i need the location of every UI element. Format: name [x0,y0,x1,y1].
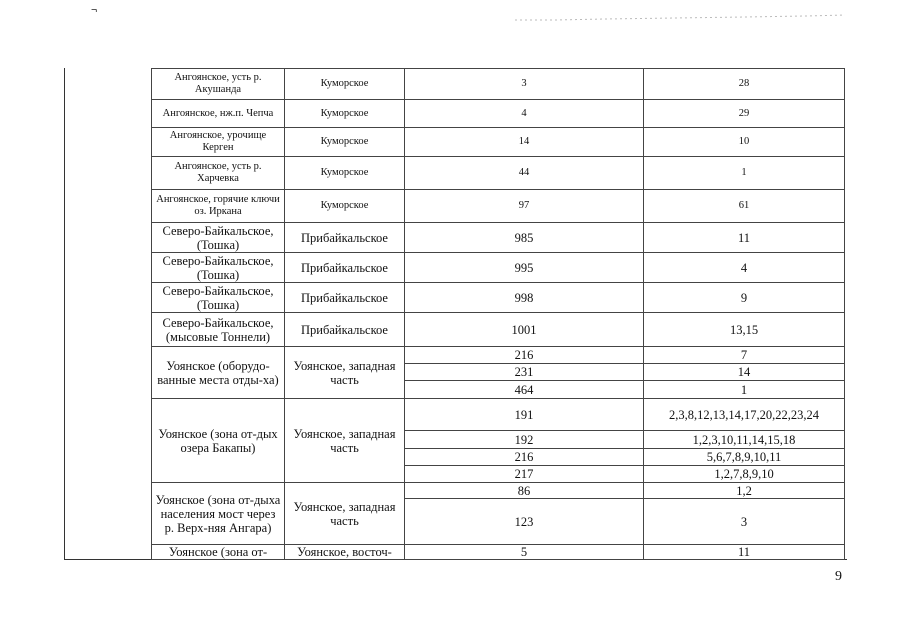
plots-cell: 1,2,7,8,9,10 [644,466,845,483]
plots-cell: 7 [644,347,845,364]
plots-cell: 1 [644,157,845,190]
table-row [152,223,845,253]
forestry-cell: Прибайкальское [285,283,405,313]
forestry-cell: Куморское [285,128,405,157]
location-cell: Ангоянское, нж.п. Чепча [152,100,285,128]
plots-cell: 9 [644,283,845,313]
location-cell: Уоянское (зона от- [152,545,285,560]
corner-mark: ¬ [91,4,98,16]
table-row [152,157,845,190]
plots-cell: 4 [644,253,845,283]
plots-cell: 1,2 [644,483,845,499]
location-cell: Уоянское (зона от-дых озера Бакапы) [152,399,285,483]
forestry-cell: Куморское [285,100,405,128]
plots-cell: 11 [644,545,845,560]
quarter-cell: 1001 [405,313,644,347]
forestry-cell: Прибайкальское [285,253,405,283]
data-table [151,68,845,560]
quarter-cell: 192 [405,431,644,449]
location-cell: Уоянское (зона от-дыха населения мост через р. Верх-няя Ангара) [152,483,285,545]
plots-cell: 3 [644,499,845,545]
quarter-cell: 985 [405,223,644,253]
forestry-cell: Куморское [285,69,405,100]
location-cell: Уоянское (оборудо-ванные места отды-ха) [152,347,285,399]
quarter-cell: 14 [405,128,644,157]
forestry-cell: Уоянское, восточ- [285,545,405,560]
quarter-cell: 217 [405,466,644,483]
plots-cell: 11 [644,223,845,253]
plots-cell: 10 [644,128,845,157]
quarter-cell: 464 [405,381,644,399]
location-cell: Ангоянское, горячие ключи оз. Иркана [152,190,285,223]
quarter-cell: 998 [405,283,644,313]
table-row [152,100,845,128]
plots-cell: 1,2,3,10,11,14,15,18 [644,431,845,449]
quarter-cell: 3 [405,69,644,100]
forestry-cell: Прибайкальское [285,223,405,253]
quarter-cell: 4 [405,100,644,128]
quarter-cell: 44 [405,157,644,190]
forestry-cell: Куморское [285,190,405,223]
table-row [152,545,845,560]
forestry-cell: Прибайкальское [285,313,405,347]
table-row [152,253,845,283]
quarter-cell: 216 [405,449,644,466]
plots-cell: 28 [644,69,845,100]
quarter-cell: 231 [405,364,644,381]
plots-cell: 1 [644,381,845,399]
table-row [152,399,845,431]
forestry-cell: Уоянское, западная часть [285,347,405,399]
forestry-cell: Уоянское, западная часть [285,483,405,545]
location-cell: Северо-Байкальское, (Тошка) [152,283,285,313]
location-cell: Северо-Байкальское, (Тошка) [152,253,285,283]
table-row [152,128,845,157]
page-left-rule [64,68,65,560]
quarter-cell: 97 [405,190,644,223]
quarter-cell: 123 [405,499,644,545]
scan-artifact [515,14,845,22]
table-row [152,283,845,313]
quarter-cell: 216 [405,347,644,364]
table-row [152,69,845,100]
forestry-cell: Куморское [285,157,405,190]
table-row [152,313,845,347]
location-cell: Ангоянское, усть р. Акушанда [152,69,285,100]
quarter-cell: 995 [405,253,644,283]
page-number: 9 [835,569,842,584]
plots-cell: 14 [644,364,845,381]
table-row [152,483,845,499]
location-cell: Северо-Байкальское, (Тошка) [152,223,285,253]
table-row [152,190,845,223]
quarter-cell: 86 [405,483,644,499]
table-row [152,347,845,364]
location-cell: Северо-Байкальское, (мысовые Тоннели) [152,313,285,347]
location-cell: Ангоянское, урочище Керген [152,128,285,157]
forestry-cell: Уоянское, западная часть [285,399,405,483]
plots-cell: 61 [644,190,845,223]
location-cell: Ангоянское, усть р. Харчевка [152,157,285,190]
quarter-cell: 191 [405,399,644,431]
plots-cell: 13,15 [644,313,845,347]
plots-cell: 2,3,8,12,13,14,17,20,22,23,24 [644,399,845,431]
plots-cell: 29 [644,100,845,128]
quarter-cell: 5 [405,545,644,560]
plots-cell: 5,6,7,8,9,10,11 [644,449,845,466]
